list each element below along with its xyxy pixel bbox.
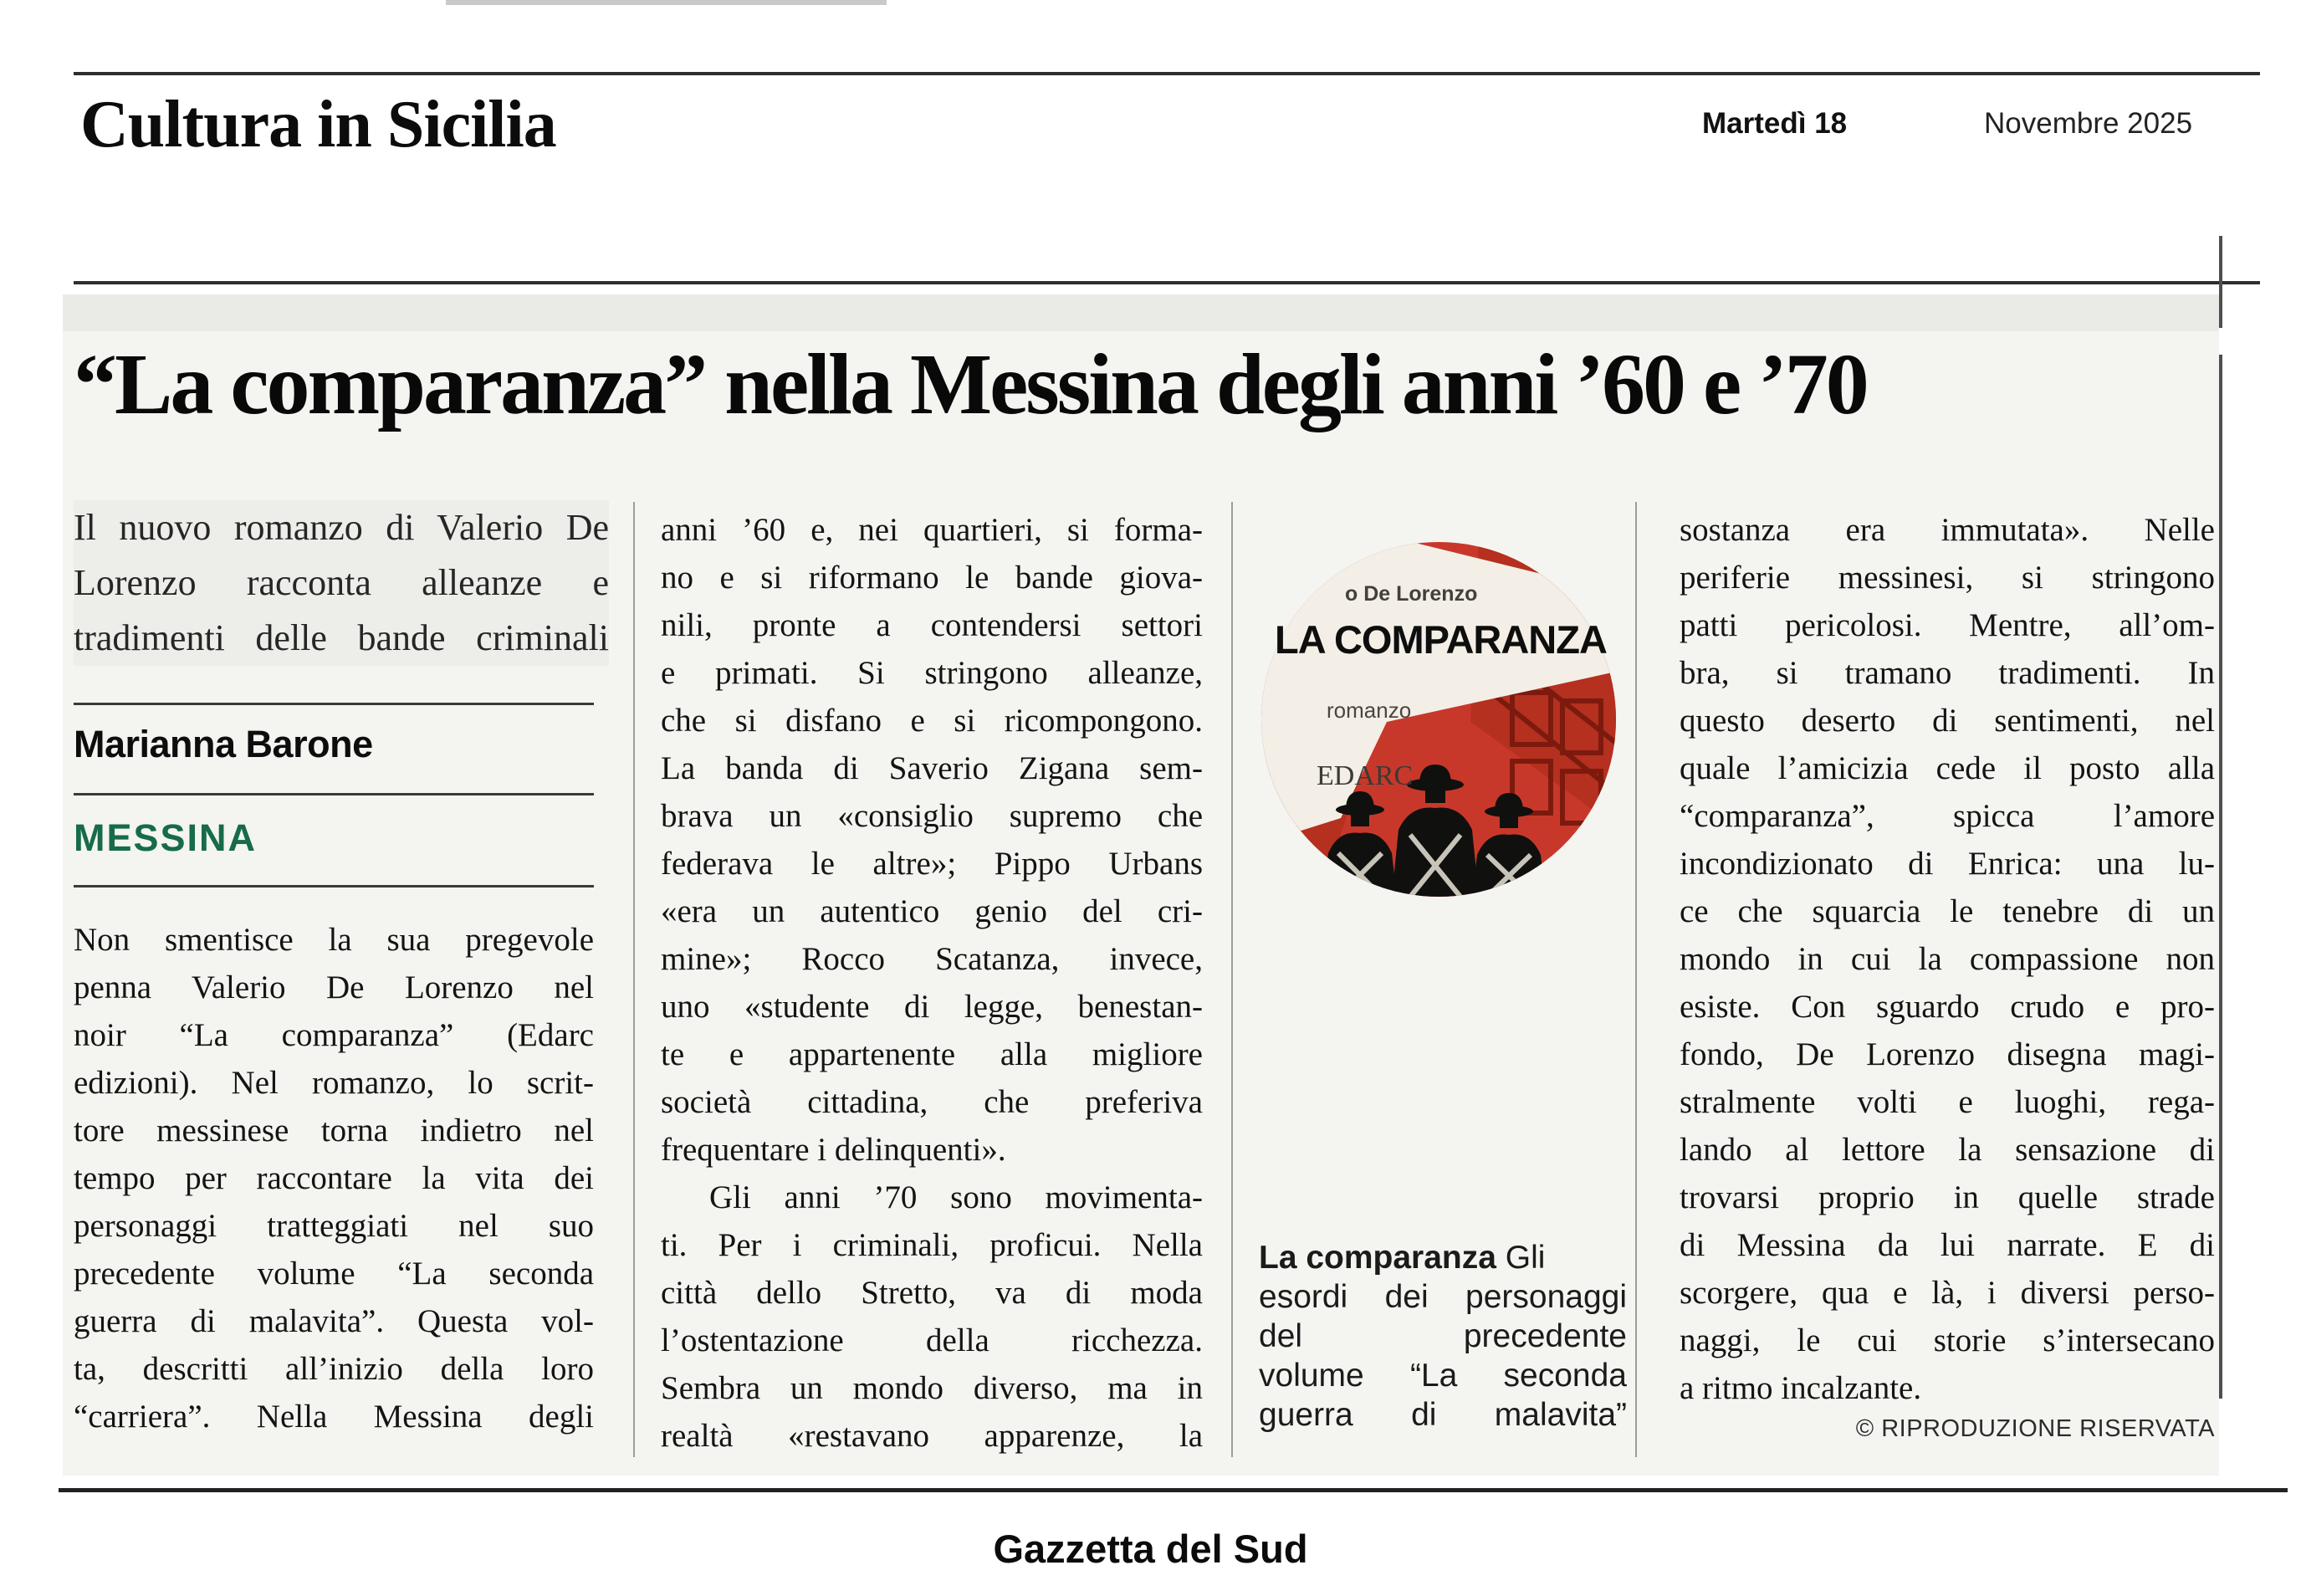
text-line: città dello Stretto, va di moda [661,1275,1203,1311]
book-cover-photo [1261,542,1616,897]
text-line: personaggi tratteggiati nel suo [74,1208,594,1244]
text-line: del precedente [1259,1318,1627,1354]
text-line: che si disfano e si ricompongono. [661,703,1203,739]
text-line: e primati. Si stringono alleanze, [661,655,1203,691]
newspaper-name: Gazzetta del Sud [993,1527,1308,1571]
text-line: ta, descritti all’inizio della loro [74,1351,594,1387]
text-line: incondizionato di Enrica: una lu- [1680,846,2215,882]
text-line: esordi dei personaggi [1259,1279,1627,1315]
column-divider-2 [1231,502,1233,1457]
text-line: fondo, De Lorenzo disegna magi- [1680,1036,2215,1072]
caption-first-line [1259,1238,1627,1277]
text-line: “comparanza”, spicca l’amore [1680,798,2215,834]
text-line: patti pericolosi. Mentre, all’om- [1680,607,2215,643]
text-line: volume “La seconda [1259,1358,1627,1394]
text-line: periferie messinesi, si stringono [1680,560,2215,596]
byline-rule-bottom [74,885,594,888]
footer-rule [59,1488,2288,1492]
text-line: Gli anni ’70 sono movimenta- [709,1179,1203,1215]
text-line: anni ’60 e, nei quartieri, si forma- [661,512,1203,548]
byline: Marianna Barone [74,723,373,765]
column-divider-1 [633,502,635,1457]
book-cover-illustration [1261,542,1616,897]
article-headline: “La comparanza” nella Messina degli anni ’60 e ’70 [74,336,1867,432]
text-line: frequentare i delinquenti». [661,1132,1006,1168]
text-line: noir “La comparanza” (Edarc [74,1017,594,1053]
text-line: tore messinese torna indietro nel [74,1113,594,1148]
cover-title-text: LA COMPARANZA [1275,617,1607,662]
caption-first-rest: Gli [1505,1240,1546,1276]
text-line: brava un «consiglio supremo che [661,798,1203,834]
caption-lines [1259,1277,1627,1435]
copyright-notice: © RIPRODUZIONE RISERVATA [1855,1415,2215,1442]
body-column-2 [661,506,1203,1460]
text-line: ce che squarcia le tenebre di un [1680,893,2215,929]
text-line: «era un autentico genio del cri- [661,893,1203,929]
text-line: federava le altre»; Pippo Urbans [661,846,1203,882]
text-line: scorgere, qua e là, i diversi perso- [1680,1275,2215,1311]
text-line: Il nuovo romanzo di Valerio De [74,507,609,548]
body-column-1 [74,916,594,1440]
text-line: ti. Per i criminali, proficui. Nella [661,1227,1203,1263]
text-line: società cittadina, che preferiva [661,1084,1203,1120]
standfirst [74,500,609,666]
text-line: penna Valerio De Lorenzo nel [74,969,594,1005]
text-line: esiste. Con sguardo crudo e pro- [1680,989,2215,1025]
text-line: La banda di Saverio Zigana sem- [661,750,1203,786]
date-day: Martedì 18 [1702,107,1848,140]
article-background-band [63,294,2219,331]
section-title: Cultura in Sicilia [80,88,556,161]
text-line: mondo in cui la compassione non [1680,941,2215,977]
text-line: guerra di malavita” [1259,1397,1627,1433]
text-line: tempo per raccontare la vita dei [74,1160,594,1196]
text-line: te e appartenente alla migliore [661,1036,1203,1072]
text-line: mine»; Rocco Scatanza, invece, [661,941,1203,977]
scan-edge-strip [446,0,887,5]
text-line: sostanza era immutata». Nelle [1680,512,2215,548]
text-line: uno «studente di legge, benestan- [661,989,1203,1025]
text-line: tradimenti delle bande criminali [74,617,609,658]
byline-rule-top [74,703,594,705]
cover-genre-text: romanzo [1327,698,1412,723]
text-line: Non smentisce la sua pregevole [74,922,594,958]
text-line: nili, pronte a contendersi settori [661,607,1203,643]
photo-caption [1259,1238,1627,1435]
text-line: questo deserto di sentimenti, nel [1680,703,2215,739]
text-line: trovarsi proprio in quelle strade [1680,1179,2215,1215]
cover-publisher-logo: EDARC [1317,760,1414,791]
text-line: a ritmo incalzante. [1680,1370,1922,1406]
text-line: precedente volume “La seconda [74,1256,594,1292]
text-line: l’ostentazione della ricchezza. [661,1322,1203,1358]
text-line: lando al lettore la sensazione di [1680,1132,2215,1168]
location-label: MESSINA [74,816,258,859]
text-line: guerra di malavita”. Questa vol- [74,1303,594,1339]
caption-lead: La comparanza [1259,1240,1496,1276]
text-line: realtà «restavano apparenze, la [661,1418,1203,1454]
text-line: bra, si tramano tradimenti. In [1680,655,2215,691]
body-column-4 [1680,506,2215,1412]
text-line: di Messina da lui narrate. E di [1680,1227,2215,1263]
text-line: naggi, le cui storie s’intersecano [1680,1322,2215,1358]
text-line: stralmente volti e luoghi, rega- [1680,1084,2215,1120]
byline-rule-mid [74,793,594,795]
text-line: “carriera”. Nella Messina degli [74,1399,594,1435]
page-edge-rule [2219,355,2222,1399]
text-line: edizioni). Nel romanzo, lo scrit- [74,1065,594,1101]
masthead-bottom-rule [74,281,2260,284]
masthead-top-rule [74,72,2260,75]
date-month: Novembre 2025 [1984,107,2193,140]
text-line: quale l’amicizia cede il posto alla [1680,750,2215,786]
column-divider-3 [1635,502,1637,1457]
text-line: no e si riformano le bande giova- [661,560,1203,596]
cover-author-text: o De Lorenzo [1345,582,1478,606]
text-line: Lorenzo racconta alleanze e [74,562,609,603]
page-edge-rule-top [2219,236,2222,328]
text-line: Sembra un mondo diverso, ma in [661,1370,1203,1406]
